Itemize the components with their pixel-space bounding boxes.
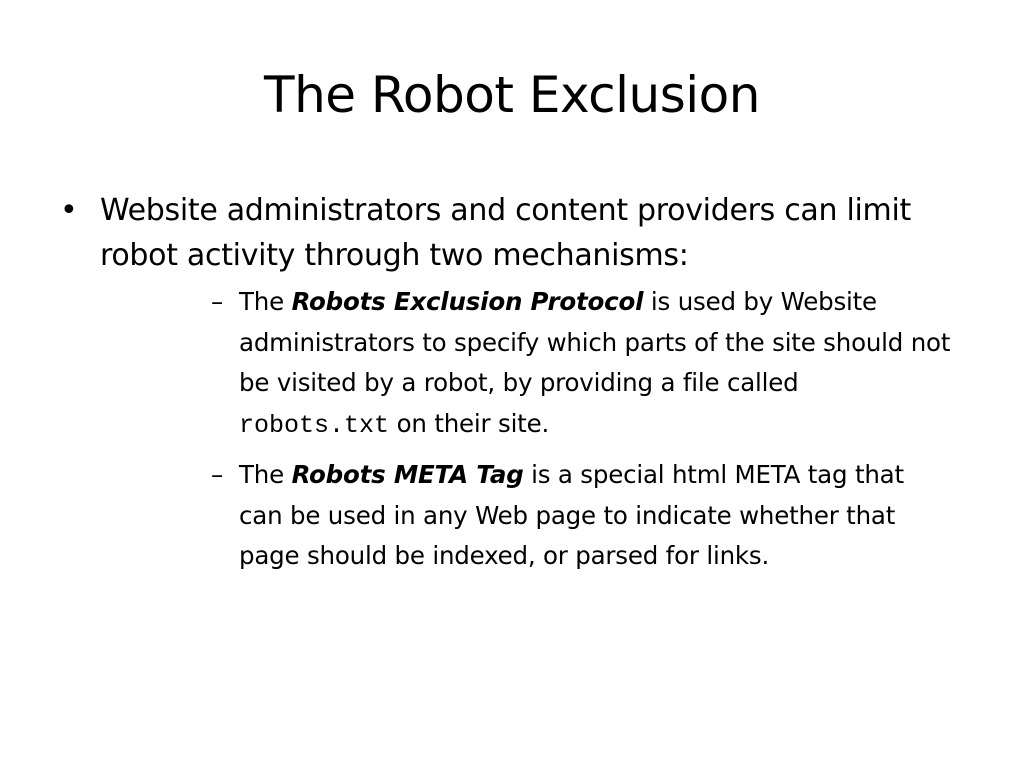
dash-bullet-icon: –: [211, 287, 224, 316]
main-bullet-text: Website administrators and content providers can limit robot activity through two mechanisms:: [100, 193, 911, 273]
sub-bullet-list: [211, 282, 951, 577]
sub-bullet-middle: is used by Website administrators to specify which parts of the site should not be visited by a robot, by providing a file called: [239, 287, 951, 397]
slide-body: [56, 188, 976, 586]
sub-bullet-robots-exclusion-protocol: [211, 282, 951, 446]
sub-bullet-prefix: The: [239, 460, 292, 489]
sub-bullet-suffix: on their site.: [389, 408, 550, 438]
sub-bullet-emphasis: Robots Exclusion Protocol: [291, 287, 644, 316]
sub-bullet-prefix: The: [239, 287, 292, 316]
sub-bullet-emphasis: Robots META Tag: [291, 460, 524, 489]
sub-bullet-robots-meta-tag: [211, 455, 951, 577]
slide-title: The Robot Exclusion: [264, 66, 760, 124]
dash-bullet-icon: –: [211, 460, 224, 489]
bullet-dot-icon: •: [60, 193, 78, 228]
main-bullet: [56, 188, 976, 278]
code-filename: robots.txt: [239, 410, 390, 440]
sub-bullet-suffix: is a special html META tag that can be used in any Web page to indicate whether that page should be indexed, or parsed for links.: [239, 460, 904, 570]
